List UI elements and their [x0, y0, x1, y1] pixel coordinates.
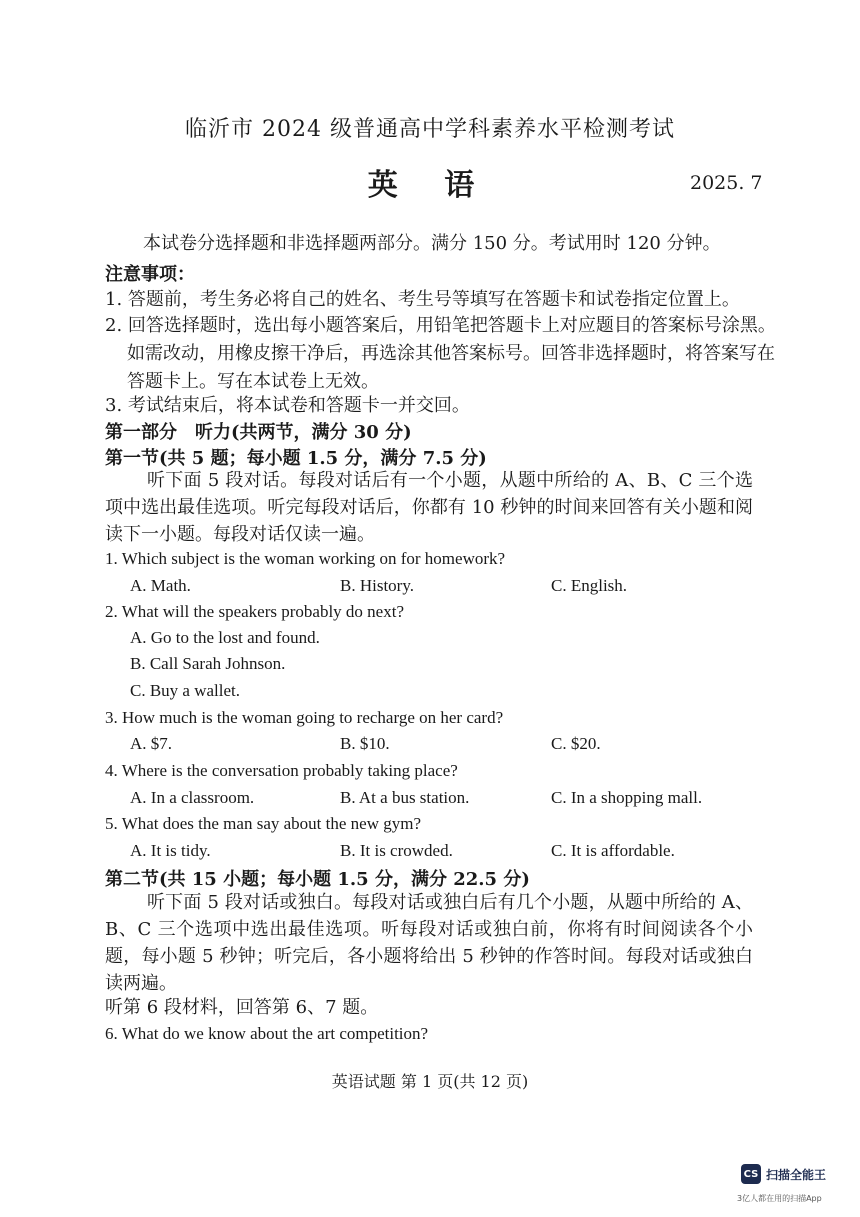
exam-date: 2025. 7 — [690, 172, 763, 194]
question-stem: 4. Where is the conversation probably taking place? — [105, 761, 458, 780]
option-c: C. In a shopping mall. — [551, 788, 703, 807]
option-a: A. In a classroom. — [130, 788, 255, 807]
section2-title: 第二节(共 15 小题；每小题 1.5 分，满分 22.5 分) — [105, 869, 530, 890]
option-c: C. $20. — [551, 734, 601, 753]
option-b: B. Call Sarah Johnson. — [130, 654, 286, 673]
exam-intro: 本试卷分选择题和非选择题两部分。满分 150 分。考试用时 120 分钟。 — [143, 233, 721, 254]
option-a: A. $7. — [130, 734, 173, 753]
question-stem: 2. What will the speakers probably do next? — [105, 602, 404, 621]
note-item-3: 3. 考试结束后，将本试卷和答题卡一并交回。 — [105, 395, 470, 416]
question-stem: 1. Which subject is the woman working on for homework? — [105, 549, 506, 568]
exam-title: 临沂市 2024 级普通高中学科素养水平检测考试 — [185, 117, 675, 142]
note-item-1: 1. 答题前，考生务必将自己的姓名、考生号等填写在答题卡和试卷指定位置上。 — [105, 289, 740, 310]
subject-heading: 英 语 — [367, 168, 493, 203]
option-a: A. Math. — [130, 576, 191, 595]
option-b: B. It is crowded. — [340, 841, 453, 860]
camscanner-logo-icon: CS — [741, 1164, 761, 1184]
page-footer: 英语试题 第 1 页(共 12 页) — [331, 1072, 529, 1091]
part1-title: 第一部分 听力(共两节，满分 30 分) — [105, 422, 412, 443]
option-b: B. $10. — [340, 734, 390, 753]
notes-title: 注意事项： — [105, 264, 195, 285]
question-stem: 5. What does the man say about the new gym? — [105, 814, 421, 833]
material-instruction: 听第 6 段材料，回答第 6、7 题。 — [105, 997, 379, 1018]
option-a: A. Go to the lost and found. — [130, 628, 320, 647]
option-c: C. Buy a wallet. — [130, 681, 241, 700]
watermark-tagline: 3亿人都在用的扫描App — [737, 1194, 822, 1203]
question-stem: 6. What do we know about the art competition? — [105, 1024, 429, 1043]
option-b: B. At a bus station. — [340, 788, 470, 807]
question-stem: 3. How much is the woman going to recharge on her card? — [105, 708, 504, 727]
note-item-2: 2. 回答选择题时，选出每小题答案后，用铅笔把答题卡上对应题目的答案标号涂黑。如需改动，用橡皮擦干净后，再选涂其他答案标号。回答非选择题时，将答案写在答题卡上。写在本试卷上无效。 — [105, 315, 776, 392]
section2-instructions: 听下面 5 段对话或独白。每段对话或独白后有几个小题，从题中所给的 A、B、C 三个选项中选出最佳选项。听每段对话或独白前，你将有时间阅读各个小题，每小题 5 秒钟；听完后，各小题将给出 5 秒钟的作答时间。每段对话或独白读两遍。 — [105, 892, 753, 994]
watermark-brand: 扫描全能王 — [766, 1167, 827, 1182]
section1-title: 第一节(共 5 题；每小题 1.5 分，满分 7.5 分) — [105, 448, 487, 469]
option-c: C. English. — [551, 576, 628, 595]
option-b: B. History. — [340, 576, 414, 595]
section1-instructions: 听下面 5 段对话。每段对话后有一个小题，从题中所给的 A、B、C 三个选项中选出最佳选项。听完每段对话后，你都有 10 秒钟的时间来回答有关小题和阅读下一小题。每段对话仅读一遍。 — [105, 470, 753, 545]
option-c: C. It is affordable. — [551, 841, 675, 860]
option-a: A. It is tidy. — [130, 841, 211, 860]
scanner-watermark — [741, 1164, 826, 1184]
